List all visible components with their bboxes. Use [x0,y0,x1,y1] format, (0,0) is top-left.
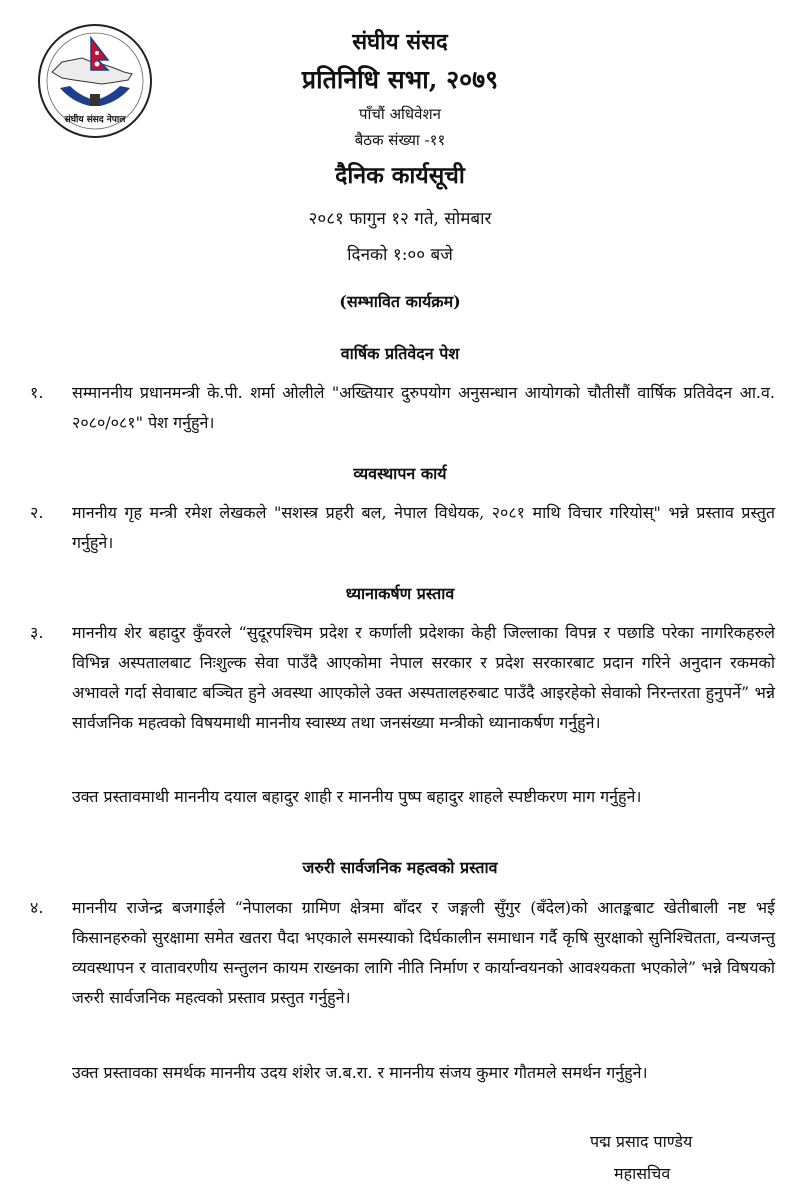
support-note: उक्त प्रस्तावका समर्थक माननीय उदय शंशेर ज.ब.रा. र माननीय संजय कुमार गौतमले समर्थन गर्नुहुने। [72,1063,648,1082]
signatory-title: महासचिव [614,1164,671,1183]
header-line1: संघीय संसद [352,29,448,55]
session-label: पाँचौं अधिवेशन [358,105,442,123]
agenda-item-number: २. [30,503,44,522]
agenda-item-text: माननीय शेर बहादुर कुँवरले “सुदूरपश्चिम प्रदेश र कर्णाली प्रदेशका केही जिल्लाका विपन्न र पछाडि परेका नागरिकहरुले विभिन्न अस्पतालबाट निःशुल्क सेवा पाउँदै आएकोमा नेपाल सरकार र प्रदेश सरकारबाट प्रदान गरिने अनुदान रकमको अभावले गर्दा सेवाबाट बञ्चित हुने अवस्था आएकोले उक्त अस्पतालहरुबाट पाउँदै आइरहेको सेवाको निरन्तरता हुनुपर्ने” भन्ने सार्वजनिक महत्वको विषयमाथी माननीय स्वास्थ्य तथा जनसंख्या मन्त्रीको ध्यानाकर्षण गर्नुहुने। [72,623,775,732]
header-line2: प्रतिनिधि सभा, २०७९ [301,65,499,94]
agenda-item-text: माननीय गृह मन्त्री रमेश लेखकले "सशस्त्र प्रहरी बल, नेपाल विधेयक, २०८१ माथि विचार गरियोस्" भन्ने प्रस्ताव प्रस्तुत गर्नुहुने। [72,503,775,552]
agenda-item-number: ४. [30,898,44,917]
subtitle: (सम्भावित कार्यक्रम) [339,292,461,311]
agenda-item-number: ३. [30,623,44,642]
signatory-name: पद्म प्रसाद पाण्डेय [590,1132,693,1151]
clarification-note: उक्त प्रस्तावमाथी माननीय दयाल बहादुर शाही र माननीय पुष्प बहादुर शाहले स्पष्टीकरण माग गर्नुहुने। [72,787,642,806]
agenda-item-number: १. [30,383,44,402]
section-heading-annual-report: वार्षिक प्रतिवेदन पेश [340,344,460,363]
time-label: दिनको १:०० बजे [347,245,453,265]
agenda-item-text: माननीय राजेन्द्र बजगाईले “नेपालका ग्रामिण क्षेत्रमा बाँदर र जङ्गली सुँगुर (बँदेल)को आतङ्कबाट खेतीबाली नष्ट भई किसानहरुको सुरक्षामा समेत खतरा पैदा भएकाले समस्याको दिर्घकालीन समाधान गर्दै कृषि सुरक्षाको सुनिश्चितता, वन्यजन्तु व्यवस्थापन र वातावरणीय सन्तुलन कायम राख्नका लागि नीति निर्माण र कार्यान्वयनको आवश्यकता भएकोले” भन्ने विषयको जरुरी सार्वजनिक महत्वको प्रस्ताव प्रस्तुत गर्नुहुने। [72,898,775,1007]
emblem-caption: संघीय संसद नेपाल [64,115,126,125]
page-title: दैनिक कार्यसूची [335,162,465,189]
section-heading-urgent-motion: जरुरी सार्वजनिक महत्वको प्रस्ताव [302,858,498,877]
meeting-number: बैठक संख्या -११ [354,131,446,149]
section-heading-legislation: व्यवस्थापन कार्य [353,464,447,483]
section-heading-attention-motion: ध्यानाकर्षण प्रस्ताव [345,584,455,603]
date-label: २०८१ फागुन १२ गते, सोमबार [308,209,492,229]
agenda-item-text: सम्माननीय प्रधानमन्त्री के.पी. शर्मा ओलीले "अख्तियार दुरुपयोग अनुसन्धान आयोगको चौतीसौं वार्षिक प्रतिवेदन आ.व. २०८०/०८१" पेश गर्नुहुने। [72,383,775,432]
